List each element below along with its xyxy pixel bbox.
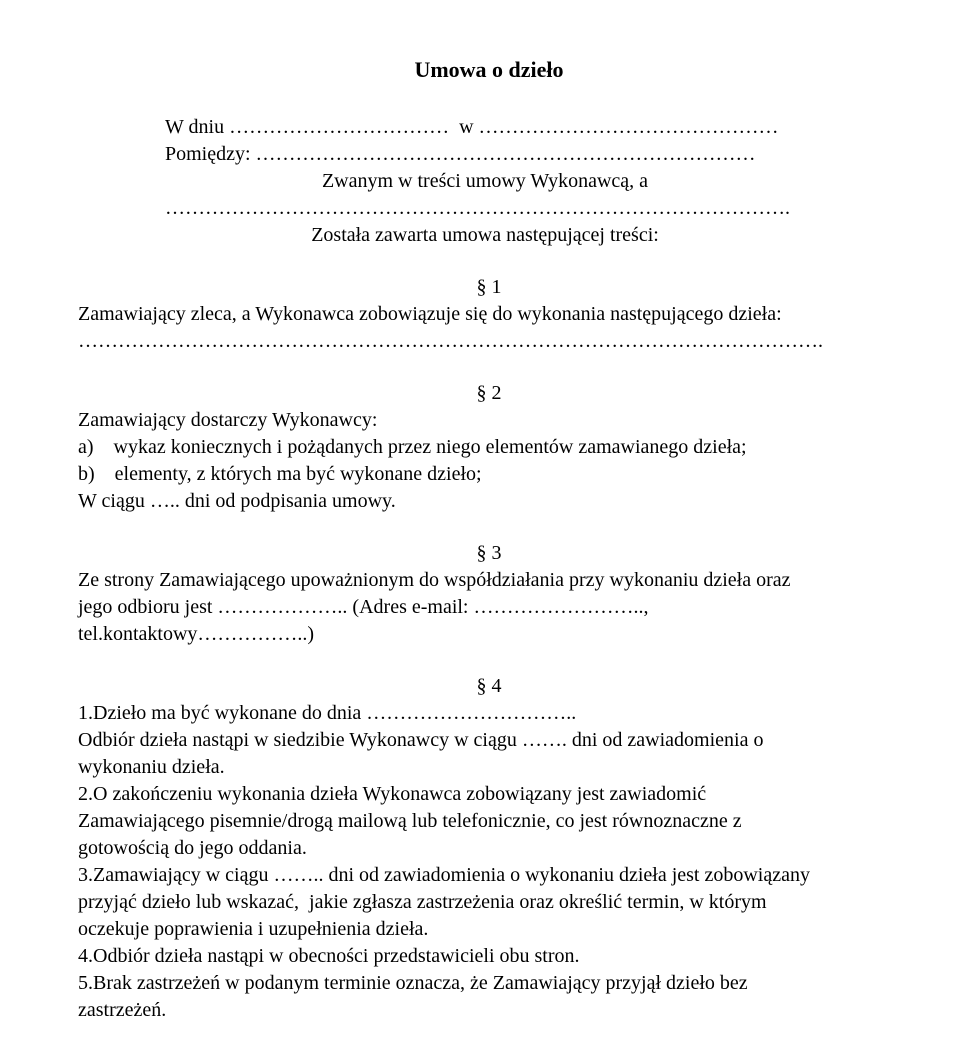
preamble-date-place-line: W dniu …………………………… w ……………………………………… [165, 116, 779, 138]
preamble-contractor-line: Zwanym w treści umowy Wykonawcą, a [321, 170, 649, 192]
section-2-heading: § 2 [476, 382, 502, 404]
preamble-party-dots-line: …………………………………………………………………………………. [165, 197, 790, 219]
section-4-line-11: 5.Brak zastrzeżeń w podanym terminie oznacza, że Zamawiający przyjął dzieło bez [78, 972, 748, 994]
preamble [165, 114, 805, 249]
section-4-line-2: Odbiór dzieła nastąpi w siedzibie Wykonawcy w ciągu ……. dni od zawiadomienia o [78, 729, 764, 751]
section-2-list-item-a: a) wykaz koniecznych i pożądanych przez niego elementów zamawianego dzieła; [78, 436, 747, 458]
section-4-line-4: 2.O zakończeniu wykonania dzieła Wykonawca zobowiązany jest zawiadomić [78, 783, 707, 805]
section-4-line-5: Zamawiającego pisemnie/drogą mailową lub telefonicznie, co jest równoznaczne z [78, 810, 742, 832]
section-4-line-9: oczekuje poprawienia i uzupełnienia dzieła. [78, 918, 429, 940]
section-1-line-1: Zamawiający zleca, a Wykonawca zobowiązuje się do wykonania następującego dzieła: [78, 303, 782, 325]
section-4-line-1: 1.Dzieło ma być wykonane do dnia ………………………….. [78, 702, 577, 724]
section-4-line-10: 4.Odbiór dzieła nastąpi w obecności przedstawicieli obu stron. [78, 945, 580, 967]
contract-section-4 [78, 673, 900, 1024]
section-2-line-1: Zamawiający dostarczy Wykonawcy: [78, 409, 378, 431]
section-2-list-item-b: b) elementy, z których ma być wykonane dzieło; [78, 463, 482, 485]
section-3-line-2: jego odbioru jest ……………….. (Adres e-mail: …………………….., [78, 596, 649, 618]
section-4-heading: § 4 [476, 675, 502, 697]
section-2-line-4: W ciągu ….. dni od podpisania umowy. [78, 490, 396, 512]
section-4-line-7: 3.Zamawiający w ciągu …….. dni od zawiadomienia o wykonaniu dzieła jest zobowiązany [78, 864, 810, 886]
section-4-line-6: gotowością do jego oddania. [78, 837, 307, 859]
section-3-heading: § 3 [476, 542, 502, 564]
section-1-fill-in-dots-line: …………………………………………………………………………………………………. [78, 330, 823, 352]
contract-section-1 [78, 274, 900, 355]
section-4-line-12: zastrzeżeń. [78, 999, 167, 1021]
section-4-line-3: wykonaniu dzieła. [78, 756, 225, 778]
contract-section-3 [78, 540, 900, 648]
section-1-heading: § 1 [476, 276, 502, 298]
section-3-line-3: tel.kontaktowy……………..) [78, 623, 315, 645]
preamble-between-line: Pomiędzy: ………………………………………………………………… [165, 143, 756, 165]
section-3-line-1: Ze strony Zamawiającego upoważnionym do współdziałania przy wykonaniu dzieła oraz [78, 569, 791, 591]
section-4-line-8: przyjąć dzieło lub wskazać, jakie zgłasza zastrzeżenia oraz określić termin, w którym [78, 891, 767, 913]
preamble-conclusion-line: Została zawarta umowa następującej treści: [311, 224, 659, 246]
contract-section-2 [78, 380, 900, 515]
document-title: Umowa o dzieło [414, 57, 564, 82]
